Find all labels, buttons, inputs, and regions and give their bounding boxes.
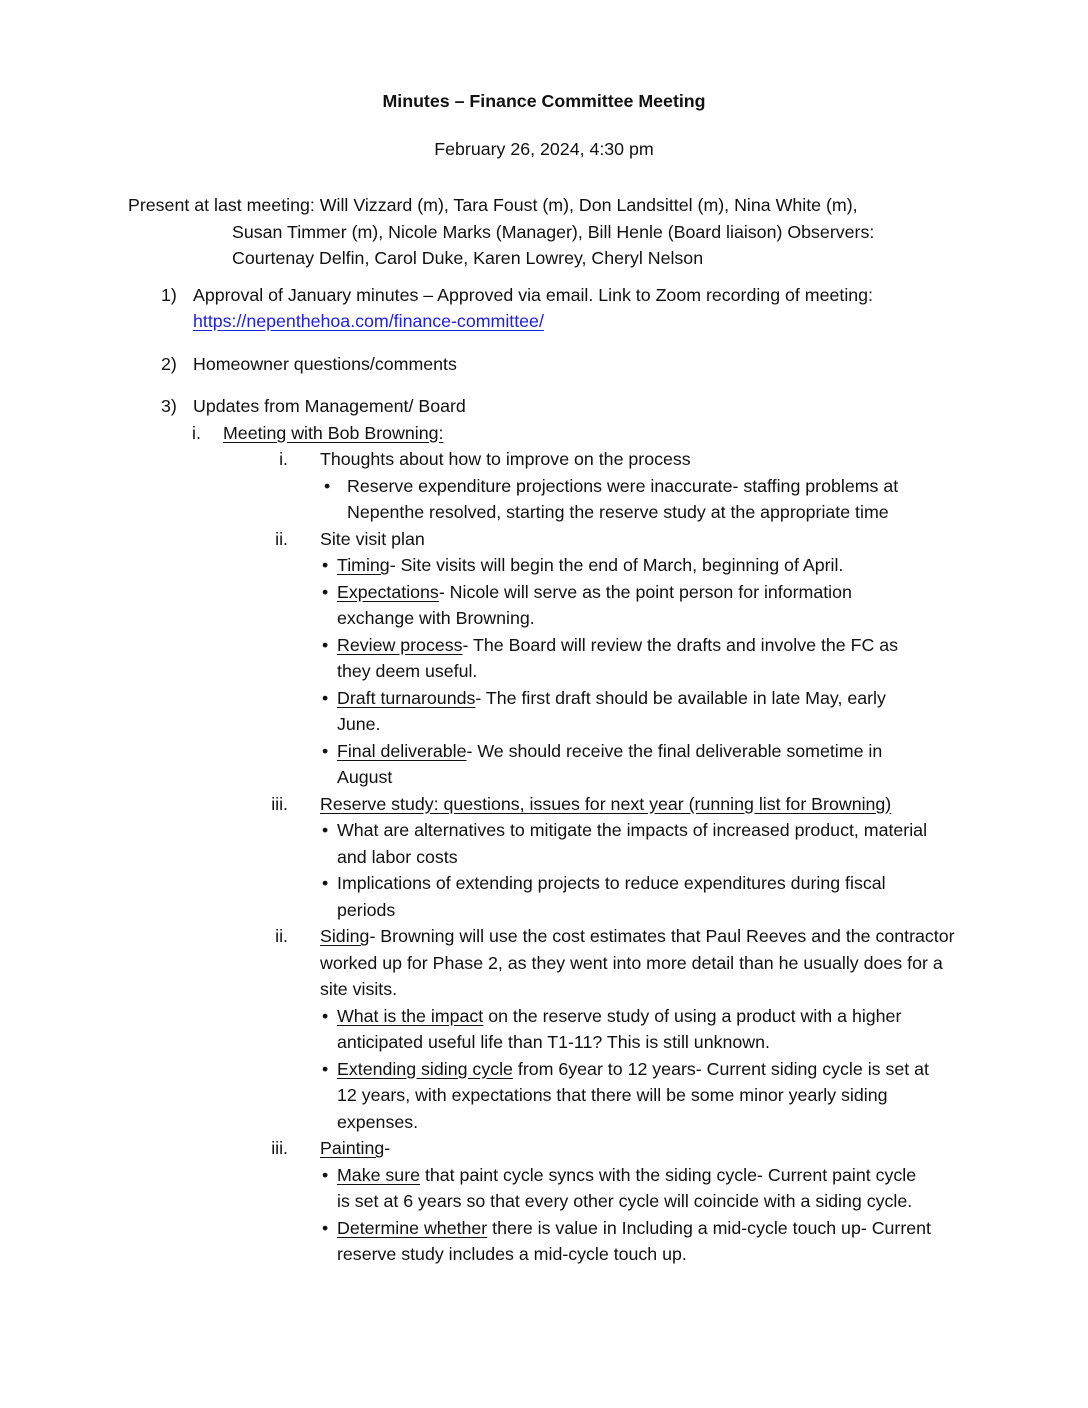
bullet-item — [322, 738, 1088, 791]
underlined-phrase: Draft turnarounds — [337, 687, 476, 708]
underlined-phrase: Siding — [320, 926, 370, 946]
outline-item — [240, 446, 1088, 473]
bullet-item — [322, 1215, 1088, 1268]
attendance-line: Susan Timmer (m), Nicole Marks (Manager), Bill Henle (Board liaison) Observers: — [232, 221, 875, 242]
item-text: - — [384, 1138, 391, 1158]
roman-numeral-marker: i. — [279, 449, 288, 469]
roman-numeral-marker: ii. — [275, 528, 288, 549]
agenda-item-1 — [161, 282, 1088, 335]
attendance-line: Present at last meeting: Will Vizzard (m), Tara Foust (m), Don Landsittel (m), Nina White (m), — [128, 195, 858, 215]
outline-item-meeting-heading — [192, 420, 1088, 447]
bullet-item — [322, 1003, 1088, 1056]
item-text: Reserve expenditure projections were inaccurate- staffing problems at Nepenthe resolved, starting the reserve study at the appropriate time — [347, 475, 899, 522]
bullet-item — [324, 473, 1088, 526]
agenda-item-text: Updates from Management/ Board — [193, 396, 466, 416]
item-text: - Browning will use the cost estimates that Paul Reeves and the contractor worked up for Phase 2, as they went into more detail than he usually does for a site visits. — [320, 926, 955, 999]
list-number-marker: 2) — [161, 353, 177, 374]
item-text: there is value in Including a mid-cycle touch up- Current reserve study includes a mid-cycle touch up. — [337, 1217, 931, 1264]
item-text: - The Board will review the drafts and involve the FC as they deem useful. — [337, 634, 899, 681]
underlined-phrase: Determine whether — [337, 1217, 488, 1238]
underlined-phrase: Painting — [320, 1138, 385, 1158]
agenda-item-text: Approval of January minutes – Approved via email. Link to Zoom recording of meeting: — [193, 284, 873, 305]
bullet-icon: • — [322, 1217, 329, 1238]
outline-item-painting — [240, 1135, 1088, 1162]
item-text: - The first draft should be available in late May, early June. — [337, 687, 886, 734]
item-text: - We should receive the final deliverable sometime in August — [337, 740, 883, 787]
item-text: that paint cycle syncs with the siding cycle- Current paint cycle is set at 6 years so that every other cycle will coincide with a siding cycle. — [337, 1164, 917, 1211]
outline-item-reserve-study-heading — [240, 791, 1088, 818]
underlined-phrase: Meeting with Bob Browning: — [223, 422, 444, 443]
bullet-icon: • — [322, 1005, 329, 1026]
bullet-icon: • — [322, 820, 329, 840]
item-text: What are alternatives to mitigate the impacts of increased product, material and labor costs — [337, 820, 928, 867]
bullet-item — [322, 1056, 1088, 1136]
item-text: Thoughts about how to improve on the process — [320, 449, 691, 469]
agenda-item-text: Homeowner questions/comments — [193, 353, 457, 374]
bullet-icon: • — [322, 1164, 329, 1185]
zoom-recording-link[interactable]: https://nepenthehoa.com/finance-committee/ — [193, 311, 544, 331]
bullet-icon: • — [322, 581, 329, 602]
agenda-item-body — [193, 282, 965, 335]
roman-numeral-marker: iii. — [271, 1138, 288, 1158]
bullet-icon: • — [322, 634, 329, 655]
underlined-phrase: Make sure — [337, 1164, 421, 1185]
outline-item-siding — [240, 923, 1088, 1003]
underlined-phrase: Final deliverable — [337, 740, 467, 761]
bullet-icon: • — [322, 1058, 329, 1079]
bullet-item — [322, 1162, 1088, 1215]
roman-numeral-marker: iii. — [271, 793, 288, 814]
roman-numeral-marker: ii. — [275, 926, 288, 946]
list-number-marker: 1) — [161, 284, 177, 305]
bullet-icon: • — [322, 740, 329, 761]
agenda-item-2 — [161, 351, 1088, 378]
underlined-phrase: Timing — [337, 555, 390, 575]
underlined-phrase: Review process — [337, 634, 463, 655]
item-text: - Site visits will begin the end of March, beginning of April. — [389, 555, 844, 575]
underlined-phrase: What is the impact — [337, 1005, 484, 1026]
underlined-phrase: Expectations — [337, 581, 439, 602]
bullet-item — [322, 817, 1088, 870]
underlined-phrase: Extending siding cycle — [337, 1058, 513, 1079]
bullet-item — [322, 552, 1088, 579]
list-number-marker: 3) — [161, 396, 177, 416]
agenda-item-3 — [161, 393, 1088, 420]
bullet-item — [322, 579, 1088, 632]
bullet-icon: • — [322, 687, 329, 708]
bullet-item — [322, 870, 1088, 923]
attendance-line: Courtenay Delfin, Carol Duke, Karen Lowrey, Cheryl Nelson — [232, 248, 704, 268]
item-text: - Nicole will serve as the point person for information exchange with Browning. — [337, 581, 852, 628]
bullet-icon: • — [322, 873, 329, 893]
attendance-paragraph — [0, 192, 1088, 272]
document-title: Minutes – Finance Committee Meeting — [382, 91, 706, 111]
item-text: on the reserve study of using a product with a higher anticipated useful life than T1-11? This is still unknown. — [337, 1005, 902, 1052]
meeting-datetime: February 26, 2024, 4:30 pm — [434, 138, 654, 159]
bullet-item — [322, 632, 1088, 685]
item-text: Site visit plan — [320, 528, 425, 549]
bullet-item — [322, 685, 1088, 738]
item-text: Implications of extending projects to reduce expenditures during fiscal periods — [337, 873, 886, 920]
bullet-icon: • — [322, 555, 329, 575]
underlined-phrase: Reserve study: questions, issues for next year (running list for Browning) — [320, 793, 892, 814]
bullet-icon: • — [324, 475, 331, 496]
item-text: from 6year to 12 years- Current siding cycle is set at 12 years, with expectations that there will be some minor yearly siding expenses. — [337, 1058, 929, 1132]
roman-numeral-marker: i. — [192, 422, 201, 443]
outline-item — [240, 526, 1088, 553]
